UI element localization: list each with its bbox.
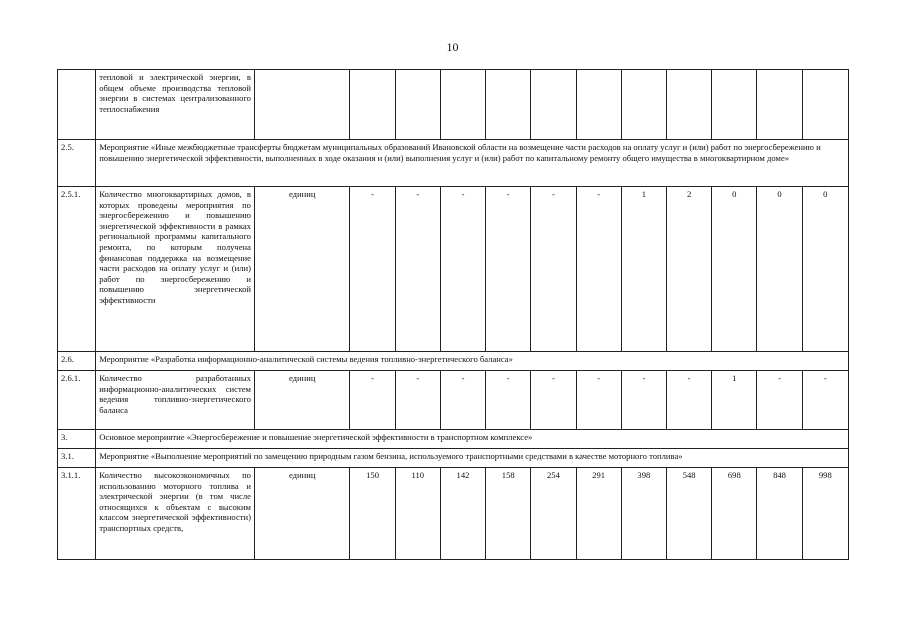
table-row [58,70,849,140]
value-cell: - [621,371,666,430]
section-title: Основное мероприятие «Энергосбережение и повышение энергетической эффективности в транспортном комплексе» [96,430,849,449]
value-cell [531,70,576,140]
value-cell [440,70,485,140]
row-unit: единиц [254,371,349,430]
row-number: 3. [58,430,96,449]
value-cell: 1 [621,187,666,352]
value-cell [486,70,531,140]
value-cell: - [531,371,576,430]
row-number: 2.5. [58,140,96,187]
table-row [58,140,849,187]
value-cell [666,70,711,140]
value-cell: - [576,371,621,430]
value-cell: - [486,371,531,430]
value-cell [712,70,757,140]
value-cell: - [440,187,485,352]
value-cell: - [486,187,531,352]
row-number: 3.1.1. [58,468,96,560]
value-cell: 698 [712,468,757,560]
value-cell: - [395,187,440,352]
row-unit [254,70,349,140]
row-number: 2.6.1. [58,371,96,430]
value-cell: 398 [621,468,666,560]
value-cell: 998 [802,468,848,560]
table-row [58,449,849,468]
value-cell: - [802,371,848,430]
value-cell [757,70,802,140]
value-cell: 142 [440,468,485,560]
row-number [58,70,96,140]
table-row [58,430,849,449]
value-cell: 0 [712,187,757,352]
value-cell: - [531,187,576,352]
value-cell: 848 [757,468,802,560]
value-cell [621,70,666,140]
value-cell [576,70,621,140]
table-row [58,371,849,430]
value-cell: - [350,187,395,352]
value-cell: 0 [757,187,802,352]
row-description: тепловой и электрической энергии, в общем объеме производства тепловой энергии в системах централизованного теплоснабжения [96,70,255,140]
value-cell [395,70,440,140]
table-row [58,352,849,371]
section-title: Мероприятие «Иные межбюджетные трансферты бюджетам муниципальных образований Ивановской области на возмещение части расходов на оплату услуг и (или) работ по энергосбережению и повышению энергетической эффективности, выполненных в ходе оказания и (или) выполнения услуг и (или) работ по капитальному ремонту общего имущества в многоквартирном доме» [96,140,849,187]
value-cell: - [350,371,395,430]
value-cell [802,70,848,140]
table-row [58,187,849,352]
value-cell: 0 [802,187,848,352]
value-cell: 2 [666,187,711,352]
value-cell: 150 [350,468,395,560]
value-cell: - [666,371,711,430]
section-title: Мероприятие «Разработка информационно-аналитической системы ведения топливно-энергетического баланса» [96,352,849,371]
row-description: Количество высокоэкономичных по использованию моторного топлива и электрической энергии (в том числе относящихся к объектам с высоким классом энергетической эффективности) транспортных средств, [96,468,255,560]
row-number: 3.1. [58,449,96,468]
value-cell: - [395,371,440,430]
value-cell: 291 [576,468,621,560]
value-cell: 254 [531,468,576,560]
row-description: Количество многоквартирных домов, в которых проведены мероприятия по энергосбережению и повышению энергетической эффективности в рамках региональной программы капитального ремонта, по которым получена финансовая поддержка на возмещение части расходов на оплату услуг и (или) работ по энергосбережению и повышению энергетической эффективности [96,187,255,352]
row-unit: единиц [254,187,349,352]
value-cell: 110 [395,468,440,560]
row-number: 2.5.1. [58,187,96,352]
table-row [58,468,849,560]
value-cell: 548 [666,468,711,560]
row-unit: единиц [254,468,349,560]
value-cell: - [757,371,802,430]
value-cell: 158 [486,468,531,560]
indicators-table [57,69,849,560]
value-cell: - [576,187,621,352]
row-description: Количество разработанных информационно-аналитических систем ведения топливно-энергетического баланса [96,371,255,430]
value-cell: - [440,371,485,430]
section-title: Мероприятие «Выполнение мероприятий по замещению природным газом бензина, используемого транспортными средствами в качестве моторного топлива» [96,449,849,468]
page-number: 10 [446,40,459,54]
value-cell: 1 [712,371,757,430]
value-cell [350,70,395,140]
row-number: 2.6. [58,352,96,371]
